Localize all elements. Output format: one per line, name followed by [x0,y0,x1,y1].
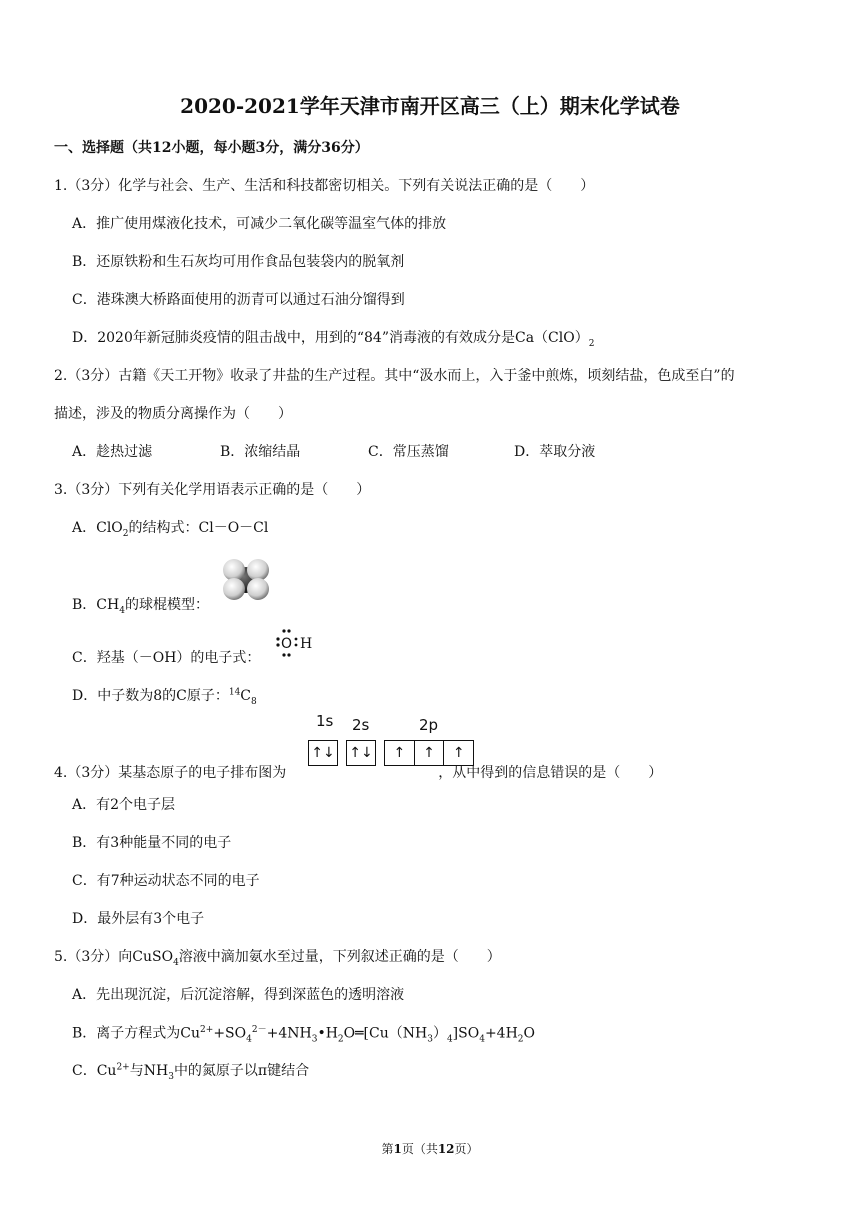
q1-option-b: B．还原铁粉和生石灰均可用作食品包装袋内的脱氧剂 [72,254,405,270]
q5-b-part4: •H [317,1025,338,1042]
q5-option-a: A．先出现沉淀，后沉淀溶解，得到深蓝色的透明溶液 [72,987,405,1003]
q5-b-sub3: 2 [337,1034,344,1045]
q3-option-d-mass-number: 14 [228,687,241,698]
q1-option-d-text: D．2020年新冠肺炎疫情的阻击战中，用到的“84”消毒液的有效成分是Ca（ClO） [72,330,589,346]
q5-b-part5: O═[Cu（NH [343,1025,428,1042]
footer-page-number: 1 [393,1142,402,1156]
q5-c-part1: C．Cu [72,1063,117,1079]
q4-option-a: A．有2个电子层 [72,797,176,813]
q3-option-d-pre: D．中子数为8的C原子： [72,688,229,704]
q5-stem-sub: 4 [173,957,179,968]
methane-model-image [218,555,274,605]
q1-stem: 1.（3分）化学与社会、生产、生活和科技都密切相关。下列有关说法正确的是（ ） [54,178,595,194]
q3-stem: 3.（3分）下列有关化学用语表示正确的是（ ） [54,482,371,498]
q3-option-b-sub: 4 [119,605,125,616]
q1-option-c: C．港珠澳大桥路面使用的沥青可以通过石油分馏得到 [72,292,405,308]
q1-option-a: A．推广使用煤液化技术，可减少二氧化碳等温室气体的排放 [72,216,447,232]
q5-b-part2: +SO [213,1025,247,1042]
orbital-diagram [304,712,465,774]
footer-pre: 第 [381,1142,394,1156]
q5-c-part2: 与NH [129,1063,169,1079]
q3-option-b-pre: B．CH [72,597,120,613]
hydroxyl-h-label: H [300,636,313,652]
q5-stem-pre: 5.（3分）向CuSO [54,949,174,965]
q2-stem-line2: 描述，涉及的物质分离操作为（ ） [54,406,292,422]
q5-b-part8: +4H [484,1025,518,1042]
q5-b-part1: B．离子方程式为Cu [72,1025,201,1042]
q2-option-b: B．浓缩结晶 [220,444,301,460]
q3-option-a-pre: A．ClO [72,520,123,536]
footer-total-pages: 12 [437,1142,455,1156]
q3-option-b [72,594,209,616]
orbital-cell-2s: ↑↓ [349,745,373,761]
orbital-cell-2p-2: ↑ [415,741,445,765]
orbital-label-1s: 1s [316,712,334,730]
q2-options [72,441,595,461]
hydroxyl-electron-dot-diagram [270,628,316,658]
q5-b-sub1: 4 [246,1034,252,1045]
q5-c-sub: 3 [168,1071,174,1082]
q2-option-a: A．趁热过滤 [72,444,153,460]
q3-option-d [72,685,257,707]
q5-b-sub6: 4 [479,1034,485,1045]
footer-mid: 页（共 [401,1142,438,1156]
hydroxyl-o-label: O [281,636,293,652]
q5-b-sub7: 2 [517,1034,524,1045]
q2-option-d: D．萃取分液 [514,444,596,460]
q5-b-sub2: 3 [311,1034,318,1045]
q5-b-sub5: 4 [446,1034,453,1045]
q4-option-c: C．有7种运动状态不同的电子 [72,873,260,889]
q3-option-b-post: 的球棍模型： [124,597,209,613]
orbital-box-1s [308,740,338,766]
q4-stem-post: ，从中得到的信息错误的是（ ） [438,765,663,781]
orbital-label-2p: 2p [419,716,439,734]
q1-option-d-subscript: 2 [588,338,595,349]
q3-option-d-element: C [240,688,252,704]
q3-option-d-sub: 8 [251,696,257,707]
q5-b-part9: O [523,1025,536,1042]
q5-option-c [72,1060,309,1082]
q5-b-part3: +4NH [266,1025,312,1042]
q4-option-d: D．最外层有3个电子 [72,911,205,927]
footer-post: 页） [454,1142,479,1156]
q3-option-a-post: 的结构式：Cl－O－Cl [128,520,269,536]
orbital-box-2p [384,740,474,766]
q5-b-part7: ]SO [452,1025,480,1042]
q5-b-sub4: 3 [427,1034,433,1045]
q3-option-c: C．羟基（－OH）的电子式： [72,650,261,666]
q1-option-d [72,327,594,349]
page-footer [0,1140,860,1157]
q4-option-b: B．有3种能量不同的电子 [72,835,232,851]
orbital-cell-1s: ↑↓ [311,745,335,761]
orbital-cell-2p-1: ↑ [385,741,415,765]
section-heading: 一、选择题（共12小题，每小题3分，满分36分） [54,140,369,156]
q5-c-part3: 中的氮原子以π键结合 [173,1063,310,1079]
orbital-label-2s: 2s [352,716,370,734]
q3-option-a-sub: 2 [122,528,129,539]
q2-stem-line1: 2.（3分）古籍《天工开物》收录了井盐的生产过程。其中“汲水而上，入于釜中煎炼，顷刻结盐，色成至白”的 [54,368,735,384]
orbital-cell-2p-3: ↑ [452,745,465,761]
orbital-box-2s [346,740,376,766]
q4-stem-pre: 4.（3分）某基态原子的电子排布图为 [54,765,287,781]
q5-option-b [72,1022,535,1044]
page-title: 2020-2021学年天津市南开区高三（上）期末化学试卷 [180,94,680,118]
q5-b-sup2: 2－ [251,1025,267,1035]
q5-stem-post: 溶液中滴加氨水至过量，下列叙述正确的是（ ） [178,949,501,965]
q3-option-a [72,517,268,539]
q5-b-sup1: 2+ [200,1025,214,1035]
q5-b-part6: ） [432,1025,447,1042]
q2-option-c: C．常压蒸馏 [368,444,449,460]
q5-c-sup: 2+ [116,1062,130,1073]
q5-stem [54,946,501,968]
